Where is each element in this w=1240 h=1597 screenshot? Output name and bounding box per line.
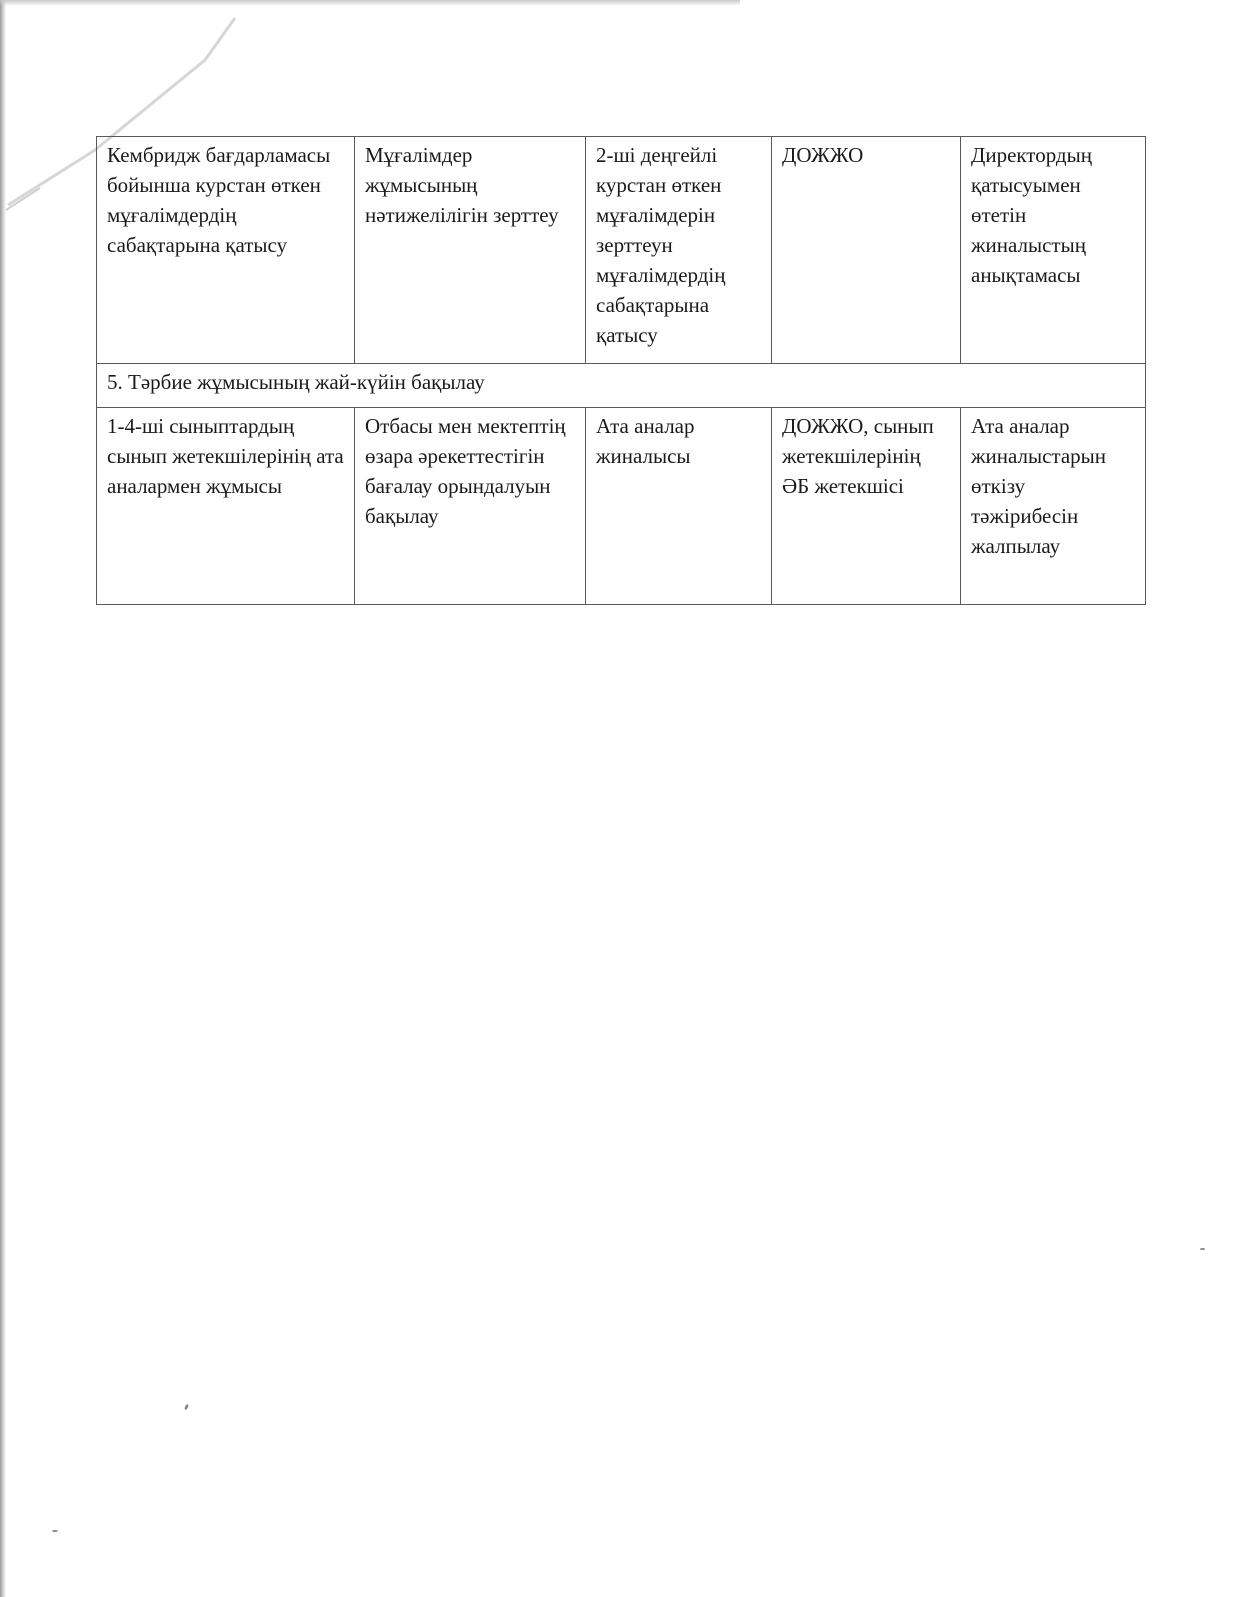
table-cell-purpose: Отбасы мен мектептің өзара әрекеттестігін бағалау орындалуын бақылау [355,408,586,605]
table-cell-purpose: Мұғалімдер жұмысының нәтижелілігін зерттеу [355,137,586,364]
table-cell-responsible: ДОЖЖО, сынып жетекшілерінің ӘБ жетекшісі [772,408,961,605]
section-heading: 5. Тәрбие жұмысының жай-күйін бақылау [97,364,1146,408]
table-cell-result: Ата аналар жиналыстарын өткізу тәжірибесін жалпылау [961,408,1146,605]
table-cell-subject: 1-4-ші сыныптардың сынып жетекшілерінің ата аналармен жұмысы [97,408,355,605]
table-row [97,137,1146,364]
table-row [97,408,1146,605]
table-cell-method: 2-ші деңгейлі курстан өткен мұғалімдерін зерттеун мұғалімдердің сабақтарына қатысу [586,137,772,364]
table-cell-method: Ата аналар жиналысы [586,408,772,605]
table-section-row [97,364,1146,408]
scan-speck [52,1530,58,1532]
table-cell-subject: Кембридж бағдарламасы бойынша курстан өткен мұғалімдердің сабақтарына қатысу [97,137,355,364]
table-cell-result: Директордың қатысуымен өтетін жиналыстың анықтамасы [961,137,1146,364]
table-cell-responsible: ДОЖЖО [772,137,961,364]
scan-speck [1200,1248,1205,1250]
control-plan-table [96,136,1146,605]
